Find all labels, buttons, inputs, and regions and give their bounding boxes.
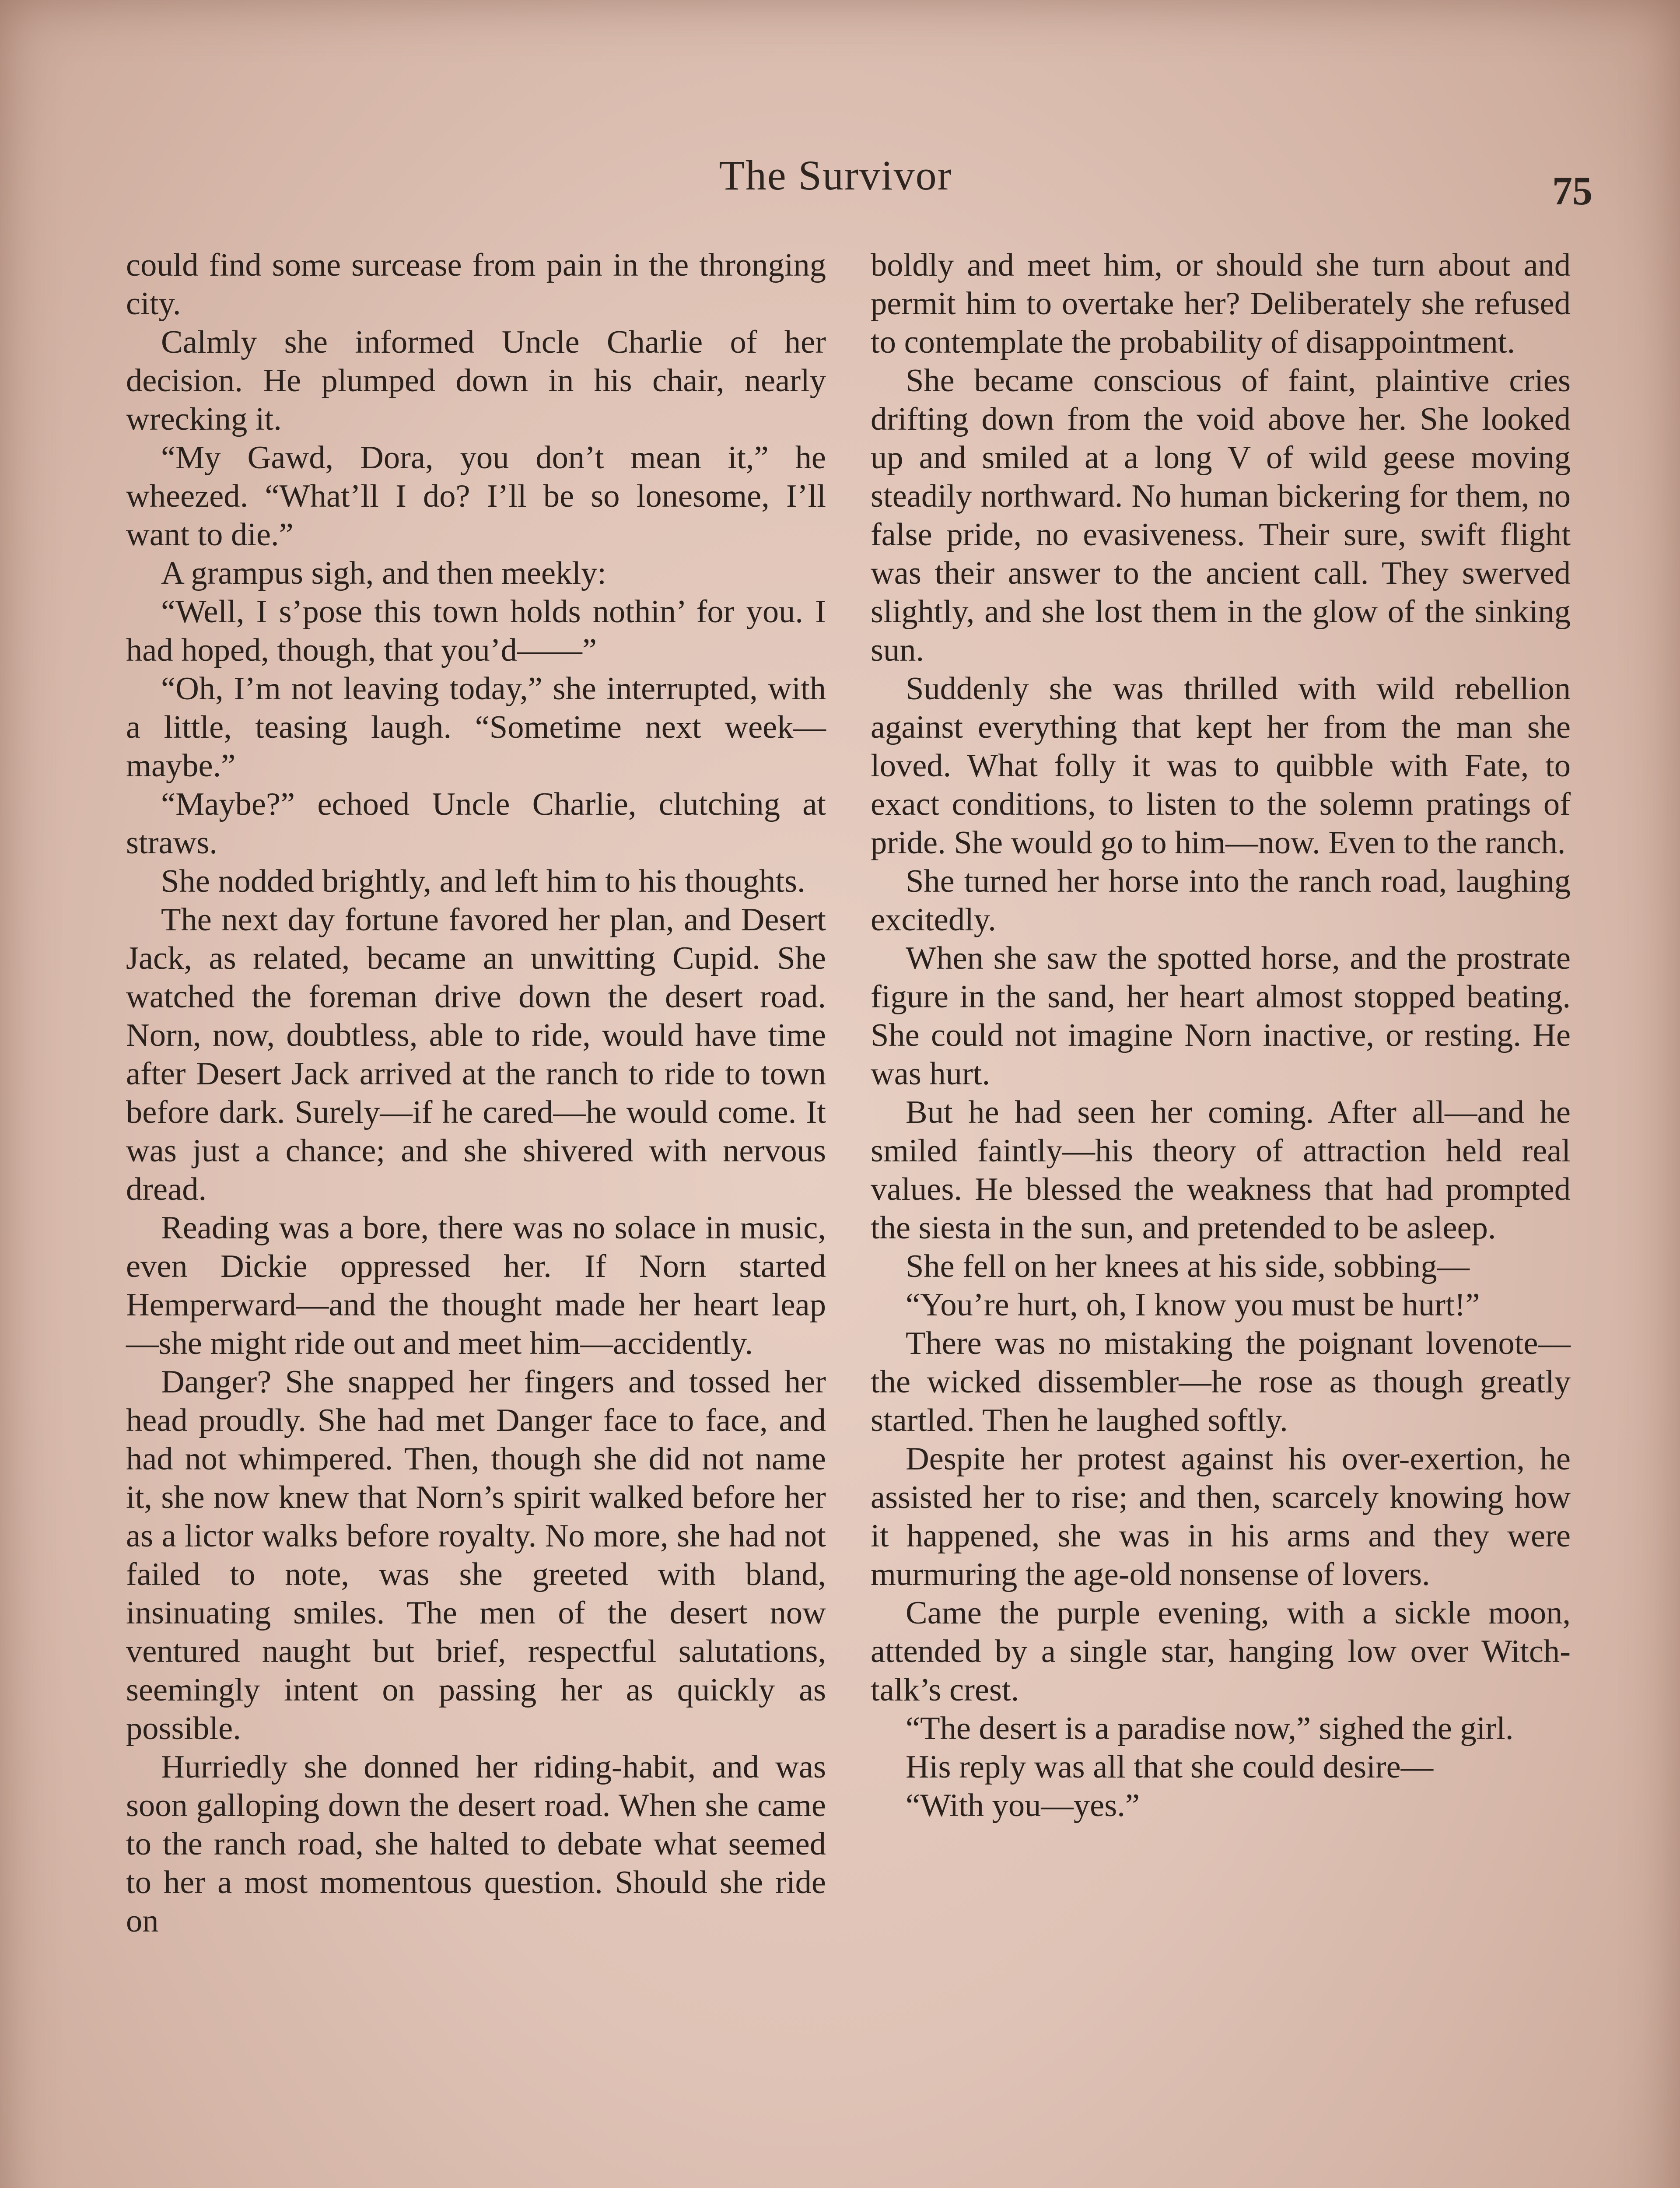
paragraph: Hurriedly she donned her riding-habit, and was soon galloping down the desert road. When she came to the ranch road, she halted to debate what seemed to her a most momentous question. Should she ride on xyxy=(126,1749,826,1939)
left-column xyxy=(126,246,826,1940)
paragraph: “You’re hurt, oh, I know you must be hurt!” xyxy=(906,1287,1480,1323)
paragraph: could find some surcease from pain in the thronging city. xyxy=(126,247,826,322)
paragraph: The next day fortune favored her plan, and Desert Jack, as related, became an unwitting Cupid. She watched the foreman drive down the desert road. Norn, now, doubtless, able to ride, would have time after Desert Jack arrived at the ranch to ride to town before dark. Surely—if he cared—he would come. It was just a chance; and she shivered with nervous dread. xyxy=(126,902,826,1207)
paragraph: “The desert is a paradise now,” sighed the girl. xyxy=(906,1711,1514,1746)
paragraph: There was no mistaking the poignant lovenote—the wicked dissembler—he rose as though greatly startled. Then he laughed softly. xyxy=(871,1325,1571,1438)
paragraph: When she saw the spotted horse, and the prostrate figure in the sand, her heart almost stopped beating. She could not imagine Norn inactive, or resting. He was hurt. xyxy=(871,940,1571,1092)
paragraph: “Maybe?” echoed Uncle Charlie, clutching at straws. xyxy=(126,786,826,861)
paragraph: She became conscious of faint, plaintive cries drifting down from the void above her. She looked up and smiled at a long V of wild geese moving steadily northward. No human bickering for them, no false pride, no evasiveness. Their sure, swift flight was their answer to the ancient call. They swerved slightly, and she lost them in the glow of the sinking sun. xyxy=(871,363,1571,668)
paragraph: “Oh, I’m not leaving today,” she interrupted, with a little, teasing laugh. “Sometime next week—maybe.” xyxy=(126,671,826,784)
paragraph: She turned her horse into the ranch road, laughing excitedly. xyxy=(871,863,1571,938)
paragraph: But he had seen her coming. After all—and he smiled faintly—his theory of attraction held real values. He blessed the weakness that had prompted the siesta in the sun, and pretended to be asleep. xyxy=(871,1094,1571,1246)
paragraph: His reply was all that she could desire— xyxy=(906,1749,1434,1785)
paragraph: Reading was a bore, there was no solace in music, even Dickie oppressed her. If Norn started Hemperward—and the thought made her heart leap—she might ride out and meet him—accidently. xyxy=(126,1210,826,1361)
paragraph: Calmly she informed Uncle Charlie of her decision. He plumped down in his chair, nearly wrecking it. xyxy=(126,324,826,437)
paragraph: She nodded brightly, and left him to his thoughts. xyxy=(161,863,805,899)
paragraph: “Well, I s’pose this town holds nothin’ for you. I had hoped, though, that you’d——” xyxy=(126,594,826,668)
paragraph: Came the purple evening, with a sickle moon, attended by a single star, hanging low over Witch-talk’s crest. xyxy=(871,1595,1571,1708)
running-title: The Survivor xyxy=(719,152,952,199)
paragraph: “My Gawd, Dora, you don’t mean it,” he wheezed. “What’ll I do? I’ll be so lonesome, I’ll want to die.” xyxy=(126,440,826,553)
right-column xyxy=(871,246,1571,1825)
paragraph: Danger? She snapped her fingers and tossed her head proudly. She had met Danger face to face, and had not whimpered. Then, though she did not name it, she now knew that Norn’s spirit walked before her as a lictor walks before royalty. No more, she had not failed to note, was she greeted with bland, insinuating smiles. The men of the desert now ventured naught but brief, respectful salutations, seemingly intent on passing her as quickly as possible. xyxy=(126,1364,826,1746)
paragraph: “With you—yes.” xyxy=(906,1788,1140,1823)
paragraph: Suddenly she was thrilled with wild rebellion against everything that kept her from the man she loved. What folly it was to quibble with Fate, to exact conditions, to listen to the solemn pratings of pride. She would go to him—now. Even to the ranch. xyxy=(871,671,1571,861)
page-number: 75 xyxy=(1552,168,1592,213)
running-head xyxy=(0,151,1680,213)
paragraph: A grampus sigh, and then meekly: xyxy=(161,555,607,591)
paragraph: Despite her protest against his over-exertion, he assisted her to rise; and then, scarcely knowing how it happened, she was in his arms and they were murmuring the age-old nonsense of lovers. xyxy=(871,1441,1571,1592)
paragraph: boldly and meet him, or should she turn about and permit him to overtake her? Deliberately she refused to contemplate the probability of disappointment. xyxy=(871,247,1571,360)
paragraph: She fell on her knees at his side, sobbing— xyxy=(906,1248,1470,1284)
